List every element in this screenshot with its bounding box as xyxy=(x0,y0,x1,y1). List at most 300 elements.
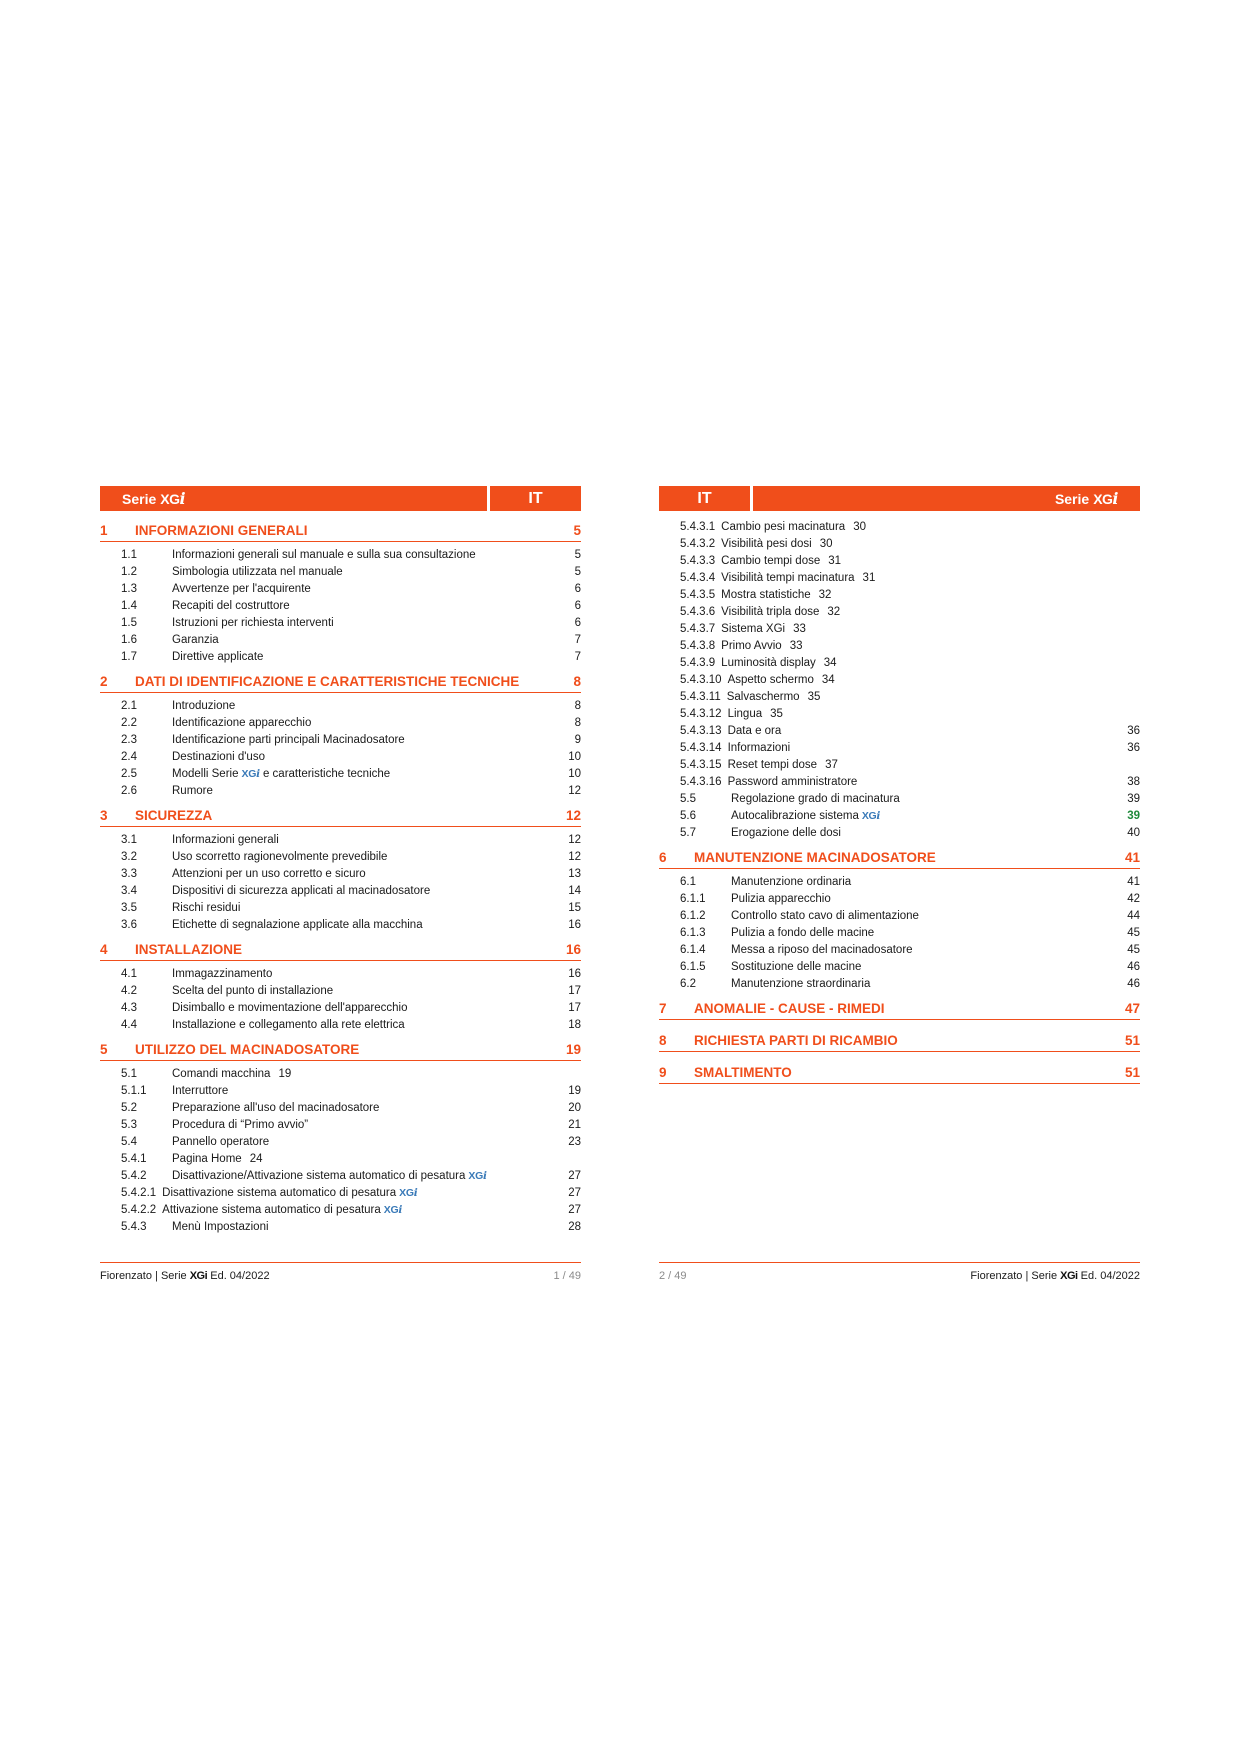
entry-number: 5.4.3.16 xyxy=(680,776,722,788)
entry-title-text: Menù Impostazioni xyxy=(172,1221,269,1233)
toc-entry[interactable] xyxy=(659,942,1140,959)
entry-number: 4.2 xyxy=(121,985,137,997)
chapter-page: 12 xyxy=(565,808,581,823)
entry-title xyxy=(728,723,1110,740)
entry-title-text: Rumore xyxy=(172,785,213,797)
entry-page: 7 xyxy=(574,634,581,646)
entry-page: 12 xyxy=(568,834,581,846)
entry-number: 4.3 xyxy=(121,1002,137,1014)
entry-title-text: Luminosità display xyxy=(721,657,816,669)
entry-title-text: Pulizia apparecchio xyxy=(731,893,831,905)
entry-page xyxy=(1110,570,1140,587)
toc-entry[interactable] xyxy=(100,615,581,632)
entry-title-text: Informazioni generali xyxy=(172,834,279,846)
entry-title-text: Sostituzione delle macine xyxy=(731,961,862,973)
toc-entry[interactable] xyxy=(100,1185,581,1202)
chapter-title: ANOMALIE - CAUSE - RIMEDI xyxy=(694,1001,885,1016)
entry-title xyxy=(172,1134,551,1151)
toc-entry[interactable] xyxy=(659,774,1140,791)
entry-title-text: Recapiti del costruttore xyxy=(172,600,290,612)
entry-page: 41 xyxy=(1127,876,1140,888)
entry-title-suffix: e caratteristiche tecniche xyxy=(262,768,391,780)
entry-page: 9 xyxy=(574,734,581,746)
toc-entry[interactable] xyxy=(659,908,1140,925)
entry-title xyxy=(162,1202,551,1219)
toc-entry[interactable] xyxy=(100,749,581,766)
xgi-logo: XGi xyxy=(1093,489,1118,508)
spacer xyxy=(659,1057,1140,1065)
entry-page xyxy=(551,1151,581,1168)
entry-page xyxy=(1110,655,1140,672)
entry-title-text: Data e ora xyxy=(727,725,782,737)
entry-title xyxy=(172,632,551,649)
entry-page xyxy=(1110,689,1140,706)
toc-entry[interactable] xyxy=(100,1000,581,1017)
entry-number: 5.7 xyxy=(680,827,696,839)
entry-page: 45 xyxy=(1127,927,1140,939)
toc-entry[interactable] xyxy=(659,959,1140,976)
toc-entry[interactable] xyxy=(100,966,581,983)
xgi-logo-i: i xyxy=(413,1187,418,1199)
entry-title xyxy=(172,581,551,598)
toc-entry[interactable] xyxy=(100,783,581,800)
entry-page: 27 xyxy=(568,1204,581,1216)
entry-title xyxy=(172,564,551,581)
chapter-title: SICUREZZA xyxy=(135,808,213,823)
entry-number: 3.3 xyxy=(121,868,137,880)
entry-title xyxy=(172,1083,551,1100)
entry-title xyxy=(728,672,1110,689)
entry-title-text: Visibilità tempi macinatura xyxy=(721,572,855,584)
entry-title xyxy=(172,849,551,866)
entry-title-text: Pagina Home xyxy=(172,1153,242,1165)
toc-entry[interactable] xyxy=(659,536,1140,553)
entry-title-text: Simbologia utilizzata nel manuale xyxy=(172,566,343,578)
toc-entry[interactable] xyxy=(659,874,1140,891)
entry-title xyxy=(172,900,551,917)
toc-entry[interactable] xyxy=(100,1134,581,1151)
toc-entry[interactable] xyxy=(100,866,581,883)
chapter-page: 51 xyxy=(1124,1065,1140,1080)
spacer xyxy=(100,934,581,942)
entry-page xyxy=(1110,587,1140,604)
toc-entry[interactable] xyxy=(659,672,1140,689)
xgi-logo xyxy=(399,1187,417,1199)
entry-number: 5.4.3.5 xyxy=(680,589,716,601)
entry-title xyxy=(721,587,1110,604)
entry-number: 6.1.2 xyxy=(680,910,706,922)
entry-title-text: Uso scorretto ragionevolmente prevedibile xyxy=(172,851,388,863)
entry-title-text: Lingua xyxy=(727,708,763,720)
entry-title xyxy=(162,1185,551,1202)
entry-page xyxy=(1110,604,1140,621)
chapter-heading[interactable] xyxy=(100,942,581,961)
entry-inline-page: 37 xyxy=(825,759,838,771)
toc-entry[interactable] xyxy=(659,757,1140,774)
spacer xyxy=(659,993,1140,1001)
entry-number: 1.2 xyxy=(121,566,137,578)
toc-entry[interactable] xyxy=(100,1168,581,1185)
spacer xyxy=(659,1025,1140,1033)
xgi-logo: XGi xyxy=(160,489,186,508)
entry-number: 4.4 xyxy=(121,1019,137,1031)
chapter-number: 8 xyxy=(659,1033,667,1048)
toc-entry[interactable] xyxy=(659,825,1140,842)
entry-title xyxy=(721,604,1110,621)
entry-page: 39 xyxy=(1127,810,1140,822)
entry-number: 2.5 xyxy=(121,768,137,780)
entry-title xyxy=(172,983,551,1000)
entry-title-text: Preparazione all'uso del macinadosatore xyxy=(172,1102,380,1114)
entry-title-text: Visibilità pesi dosi xyxy=(721,538,812,550)
xgi-logo-text: XG xyxy=(468,1170,483,1182)
entry-number: 2.3 xyxy=(121,734,137,746)
chapter-title: DATI DI IDENTIFICAZIONE E CARATTERISTICHE TECNICHE xyxy=(135,674,520,689)
entry-number: 2.6 xyxy=(121,785,137,797)
toc-entry[interactable] xyxy=(659,808,1140,825)
chapter-heading[interactable] xyxy=(100,808,581,827)
chapter-page: 16 xyxy=(565,942,581,957)
xgi-logo-i: i xyxy=(482,1170,487,1182)
toc-entry[interactable] xyxy=(659,587,1140,604)
chapter-page: 47 xyxy=(1124,1001,1140,1016)
entry-page xyxy=(1110,672,1140,689)
entry-number: 5.4.3.13 xyxy=(680,725,722,737)
entry-title xyxy=(731,874,1110,891)
entry-title xyxy=(172,1168,551,1185)
entry-page: 5 xyxy=(574,549,581,561)
chapter-title: INSTALLAZIONE xyxy=(135,942,242,957)
chapter-heading[interactable] xyxy=(659,1001,1140,1020)
entry-number: 6.1.5 xyxy=(680,961,706,973)
toc-entry[interactable] xyxy=(659,689,1140,706)
entry-title-text: Attenzioni per un uso corretto e sicuro xyxy=(172,868,366,880)
page-header xyxy=(100,486,581,511)
entry-page: 23 xyxy=(568,1136,581,1148)
entry-inline-page: 31 xyxy=(828,555,842,567)
entry-title xyxy=(721,536,1110,553)
xgi-logo-text: XG xyxy=(241,768,257,780)
entry-page: 17 xyxy=(568,985,581,997)
chapter-title: INFORMAZIONI GENERALI xyxy=(135,523,308,538)
entry-title-text: Disattivazione sistema automatico di pesatura xyxy=(162,1187,397,1199)
entry-title xyxy=(172,615,551,632)
entry-title-text: Regolazione grado di macinatura xyxy=(731,793,900,805)
chapter-title: RICHIESTA PARTI DI RICAMBIO xyxy=(694,1033,898,1048)
entry-inline-page: 24 xyxy=(249,1153,263,1165)
toc-entry[interactable] xyxy=(100,917,581,934)
entry-page: 12 xyxy=(568,785,581,797)
entry-page: 39 xyxy=(1127,793,1140,805)
entry-title xyxy=(731,959,1110,976)
entry-title-text: Informazioni generali sul manuale e sulla sua consultazione xyxy=(172,549,476,561)
entry-number: 1.1 xyxy=(121,549,137,561)
entry-title-text: Comandi macchina xyxy=(172,1068,271,1080)
entry-page: 21 xyxy=(568,1119,581,1131)
chapter-number: 1 xyxy=(100,523,108,538)
entry-title xyxy=(731,925,1110,942)
toc-entry[interactable] xyxy=(100,715,581,732)
entry-title xyxy=(172,917,551,934)
entry-page: 20 xyxy=(568,1102,581,1114)
entry-title xyxy=(172,866,551,883)
entry-title-text: Attivazione sistema automatico di pesatura xyxy=(162,1204,381,1216)
xgi-logo-i: i xyxy=(398,1204,403,1216)
toc-entry[interactable] xyxy=(100,883,581,900)
page-header xyxy=(659,486,1140,511)
entry-page: 46 xyxy=(1127,961,1140,973)
entry-title-text: Primo Avvio xyxy=(721,640,782,652)
entry-page xyxy=(1110,757,1140,774)
entry-title xyxy=(172,783,551,800)
chapter-number: 5 xyxy=(100,1042,108,1057)
entry-page: 17 xyxy=(568,1002,581,1014)
entry-title xyxy=(172,715,551,732)
spacer xyxy=(100,1034,581,1042)
entry-page: 36 xyxy=(1127,725,1140,737)
entry-number: 5.6 xyxy=(680,810,696,822)
toc-entry[interactable] xyxy=(659,553,1140,570)
toc-entry[interactable] xyxy=(659,891,1140,908)
entry-title xyxy=(172,1100,551,1117)
chapter-number: 2 xyxy=(100,674,108,689)
entry-title-text: Informazioni xyxy=(727,742,791,754)
entry-number: 5.4.3.4 xyxy=(680,572,716,584)
chapter-title: MANUTENZIONE MACINADOSATORE xyxy=(694,850,936,865)
entry-title xyxy=(172,1151,551,1168)
toc-entry[interactable] xyxy=(100,1083,581,1100)
entry-inline-page: 35 xyxy=(770,708,783,720)
entry-number: 1.4 xyxy=(121,600,137,612)
entry-title-text: Garanzia xyxy=(172,634,219,646)
chapter-heading[interactable] xyxy=(659,1033,1140,1052)
entry-number: 1.3 xyxy=(121,583,137,595)
chapter-heading[interactable] xyxy=(100,674,581,693)
entry-number: 3.1 xyxy=(121,834,137,846)
toc-entry[interactable] xyxy=(100,832,581,849)
xgi-logo-text: XG xyxy=(861,810,877,822)
entry-page: 16 xyxy=(568,968,581,980)
toc-entry[interactable] xyxy=(659,791,1140,808)
xgi-logo-i: i xyxy=(876,810,881,822)
entry-title-text: Installazione e collegamento alla rete elettrica xyxy=(172,1019,405,1031)
entry-inline-page: 31 xyxy=(862,572,876,584)
entry-page xyxy=(1110,553,1140,570)
entry-title-text: Messa a riposo del macinadosatore xyxy=(731,944,913,956)
toc-entry[interactable] xyxy=(659,519,1140,536)
page-footer xyxy=(100,1262,581,1282)
chapter-page: 5 xyxy=(573,523,581,538)
entry-title-text: Rischi residui xyxy=(172,902,241,914)
chapter-page: 19 xyxy=(565,1042,581,1057)
entry-number: 5.4.3.3 xyxy=(680,555,716,567)
entry-title-text: Controllo stato cavo di alimentazione xyxy=(731,910,919,922)
page-left xyxy=(100,486,581,1236)
toc-entry[interactable] xyxy=(100,1066,581,1083)
entry-number: 5.4.2.1 xyxy=(121,1187,157,1199)
entry-title xyxy=(172,1000,551,1017)
entry-inline-page: 32 xyxy=(818,589,832,601)
xgi-logo xyxy=(862,810,880,822)
language-tab: IT xyxy=(659,486,750,511)
chapter-heading[interactable] xyxy=(659,1065,1140,1084)
entry-page: 28 xyxy=(568,1221,581,1233)
entry-page: 6 xyxy=(574,583,581,595)
toc-entry[interactable] xyxy=(100,1100,581,1117)
toc-entry[interactable] xyxy=(100,1219,581,1236)
chapter-heading[interactable] xyxy=(100,1042,581,1061)
entry-title-text: Visibilità tripla dose xyxy=(721,606,820,618)
xgi-logo-text: XG xyxy=(383,1204,399,1216)
toc-entry[interactable] xyxy=(659,638,1140,655)
toc-entry[interactable] xyxy=(659,604,1140,621)
entry-page: 40 xyxy=(1127,827,1140,839)
toc-entry[interactable] xyxy=(100,1151,581,1168)
entry-inline-page: 33 xyxy=(793,623,806,635)
toc-entry[interactable] xyxy=(100,598,581,615)
entry-title xyxy=(727,689,1110,706)
entry-title-text: Etichette di segnalazione applicate alla macchina xyxy=(172,919,423,931)
entry-title xyxy=(172,766,551,783)
entry-page: 15 xyxy=(568,902,581,914)
toc-entry[interactable] xyxy=(100,900,581,917)
entry-title-text: Sistema XGi xyxy=(721,623,786,635)
spacer xyxy=(659,842,1140,850)
toc-entry[interactable] xyxy=(100,983,581,1000)
toc-entry[interactable] xyxy=(659,655,1140,672)
toc-entry[interactable] xyxy=(100,1202,581,1219)
entry-page: 8 xyxy=(574,717,581,729)
entry-page: 14 xyxy=(568,885,581,897)
toc-entry[interactable] xyxy=(659,621,1140,638)
entry-inline-page: 34 xyxy=(823,657,837,669)
toc-entry[interactable] xyxy=(100,581,581,598)
entry-title-text: Password amministratore xyxy=(727,776,858,788)
entry-number: 5.4.3.2 xyxy=(680,538,716,550)
entry-title xyxy=(728,774,1110,791)
entry-title xyxy=(172,832,551,849)
entry-number: 5.4 xyxy=(121,1136,137,1148)
series-label: Serie xyxy=(122,490,157,507)
entry-number: 5.4.3.10 xyxy=(680,674,722,686)
toc-entry[interactable] xyxy=(100,547,581,564)
entry-page: 8 xyxy=(574,700,581,712)
entry-page: 13 xyxy=(568,868,581,880)
entry-title xyxy=(172,598,551,615)
entry-title xyxy=(731,976,1110,993)
entry-title xyxy=(731,791,1110,808)
entry-page: 45 xyxy=(1127,944,1140,956)
entry-inline-page: 19 xyxy=(278,1068,292,1080)
entry-page: 42 xyxy=(1127,893,1140,905)
toc-entry[interactable] xyxy=(100,649,581,666)
chapter-number: 4 xyxy=(100,942,108,957)
toc-entry[interactable] xyxy=(659,723,1140,740)
entry-title xyxy=(721,553,1110,570)
page-footer xyxy=(659,1262,1140,1282)
entry-title-text: Aspetto schermo xyxy=(727,674,814,686)
entry-title-text: Manutenzione ordinaria xyxy=(731,876,852,888)
entry-title-text: Pannello operatore xyxy=(172,1136,270,1148)
chapter-heading[interactable] xyxy=(100,523,581,542)
toc-entry[interactable] xyxy=(659,740,1140,757)
toc-entry[interactable] xyxy=(100,1017,581,1034)
toc-entry[interactable] xyxy=(659,570,1140,587)
entry-number: 5.4.3.14 xyxy=(680,742,722,754)
entry-inline-page: 32 xyxy=(827,606,841,618)
toc-entry[interactable] xyxy=(100,732,581,749)
entry-number: 6.2 xyxy=(680,978,696,990)
entry-title xyxy=(172,649,551,666)
entry-page xyxy=(1110,638,1140,655)
entry-title-text: Disattivazione/Attivazione sistema automatico di pesatura xyxy=(172,1170,466,1182)
page-number: 2 / 49 xyxy=(659,1270,687,1282)
toc-entry[interactable] xyxy=(100,564,581,581)
chapter-heading[interactable] xyxy=(659,850,1140,869)
toc-entry[interactable] xyxy=(100,1117,581,1134)
entry-page xyxy=(1110,621,1140,638)
entry-number: 6.1.4 xyxy=(680,944,706,956)
entry-page xyxy=(1110,519,1140,536)
table-of-contents xyxy=(100,523,581,1236)
entry-title-text: Autocalibrazione sistema xyxy=(731,810,859,822)
toc-entry[interactable] xyxy=(659,925,1140,942)
entry-page: 44 xyxy=(1127,910,1140,922)
entry-title-text: Immagazzinamento xyxy=(172,968,273,980)
entry-number: 5.4.3.7 xyxy=(680,623,716,635)
series-label: Serie xyxy=(1054,490,1090,507)
toc-entry[interactable] xyxy=(100,849,581,866)
entry-title xyxy=(731,891,1110,908)
entry-number: 2.4 xyxy=(121,751,137,763)
entry-title-text: Pulizia a fondo delle macine xyxy=(731,927,875,939)
entry-page: 38 xyxy=(1127,776,1140,788)
spacer xyxy=(100,800,581,808)
footer-brand: Fiorenzato | Serie XGi Ed. 04/2022 xyxy=(970,1270,1140,1282)
toc-entry[interactable] xyxy=(100,698,581,715)
toc-entry[interactable] xyxy=(100,632,581,649)
toc-entry[interactable] xyxy=(659,706,1140,723)
entry-title xyxy=(721,638,1110,655)
entry-number: 2.1 xyxy=(121,700,137,712)
chapter-page: 8 xyxy=(573,674,581,689)
entry-page xyxy=(551,1066,581,1083)
chapter-number: 9 xyxy=(659,1065,667,1080)
entry-title xyxy=(731,808,1110,825)
toc-entry[interactable] xyxy=(100,766,581,783)
entry-page xyxy=(1110,536,1140,553)
entry-title xyxy=(731,825,1110,842)
spacer xyxy=(100,666,581,674)
entry-title-text: Dispositivi di sicurezza applicati al macinadosatore xyxy=(172,885,431,897)
series-banner xyxy=(753,486,1140,511)
entry-number: 6.1 xyxy=(680,876,696,888)
entry-title xyxy=(721,519,1110,536)
entry-number: 1.7 xyxy=(121,651,137,663)
entry-title xyxy=(172,966,551,983)
toc-entry[interactable] xyxy=(659,976,1140,993)
entry-title-text: Interruttore xyxy=(172,1085,229,1097)
entry-number: 5.4.3.9 xyxy=(680,657,716,669)
entry-page: 19 xyxy=(568,1085,581,1097)
entry-title-text: Avvertenze per l'acquirente xyxy=(172,583,311,595)
entry-page: 16 xyxy=(568,919,581,931)
entry-number: 1.5 xyxy=(121,617,137,629)
entry-title-text: Reset tempi dose xyxy=(727,759,818,771)
entry-title xyxy=(172,732,551,749)
entry-page xyxy=(1110,706,1140,723)
page-right xyxy=(659,486,1140,1089)
